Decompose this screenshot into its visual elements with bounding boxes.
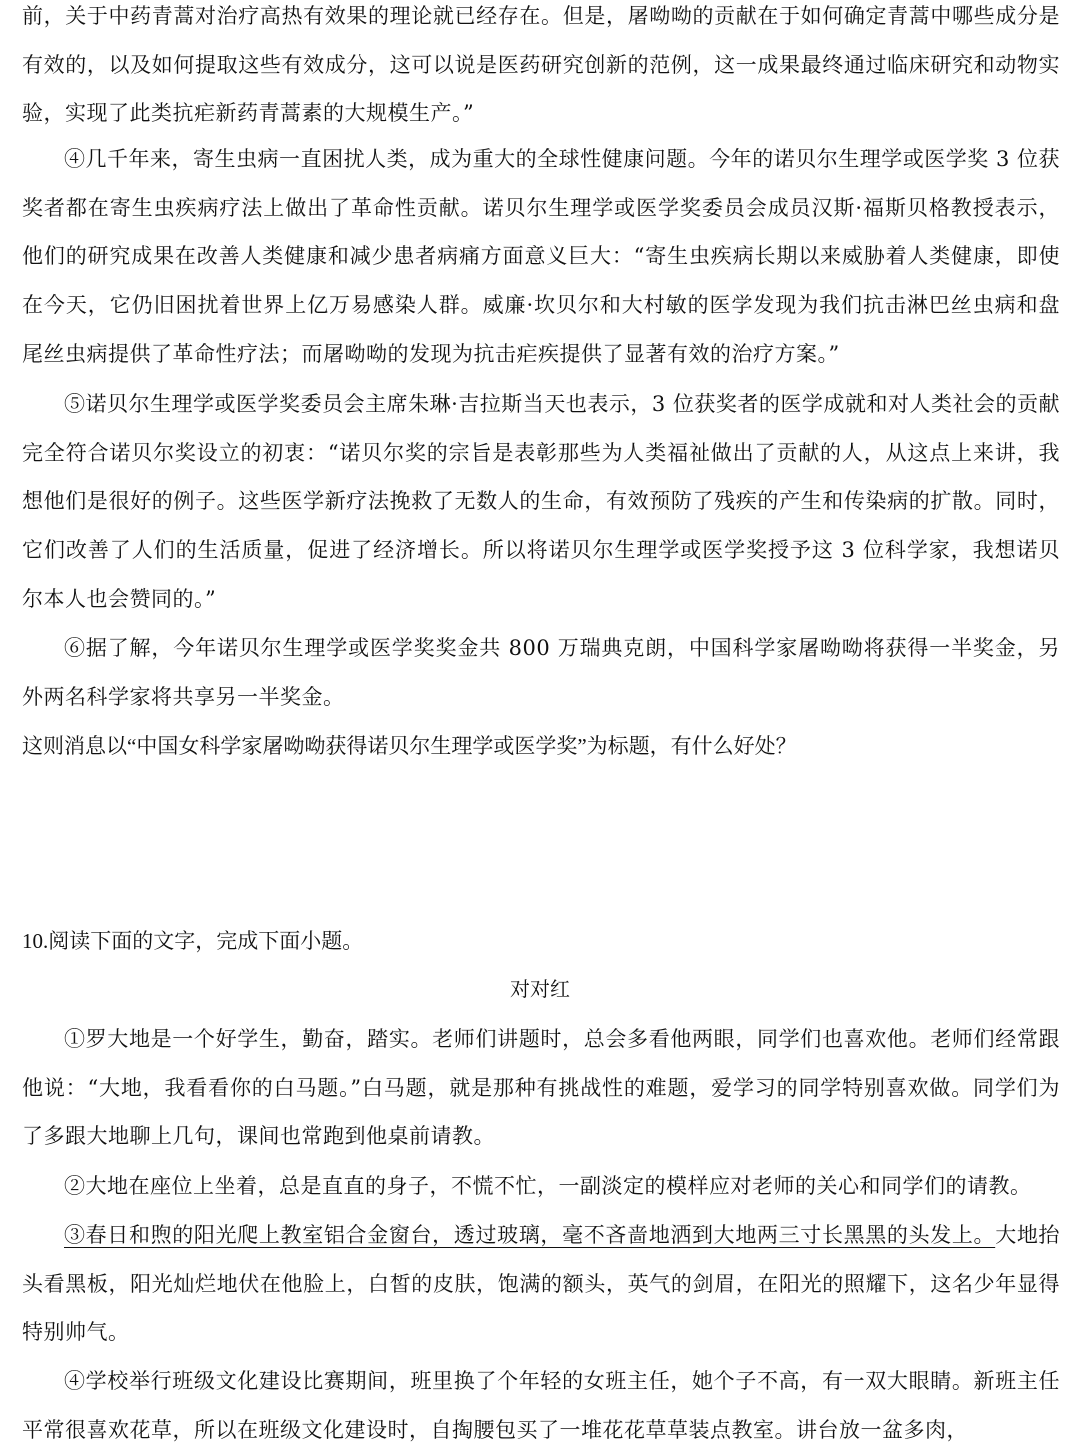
story-paragraph-4: ④学校举行班级文化建设比赛期间，班里换了个年轻的女班主任，她个子不高，有一双大眼睛。新班主任平常很喜欢花草，所以在班级文化建设时，自掏腰包买了一堆花花草草装点教室。讲台放一盆多肉，: [22, 1369, 1060, 1442]
article-paragraph-4: ④几千年来，寄生虫病一直困扰人类，成为重大的全球性健康问题。今年的诺贝尔生理学或医学奖 3 位获奖者都在寄生虫疾病疗法上做出了革命性贡献。诺贝尔生理学或医学奖委员会成员汉斯·福斯贝格教授表示，他们的研究成果在改善人类健康和减少患者病痛方面意义巨大：“寄生虫疾病长期以来威胁着人类健康，即使在今天，它仍旧困扰着世界上亿万易感染人群。威廉·坎贝尔和大村敏的医学发现为我们抗击淋巴丝虫病和盘尾丝虫病提供了革命性疗法；而屠呦呦的发现为抗击疟疾提供了显著有效的治疗方案。”: [22, 147, 1060, 366]
underlined-sentence: ③春日和煦的阳光爬上教室铝合金窗台，透过玻璃，毫不吝啬地洒到大地两三寸长黑黑的头发上。: [64, 1223, 996, 1247]
story-paragraph-1: ①罗大地是一个好学生，勤奋，踏实。老师们讲题时，总会多看他两眼，同学们也喜欢他。老师们经常跟他说：“大地，我看看你的白马题。”白马题，就是那种有挑战性的难题，爱学习的同学特别喜欢做。同学们为了多跟大地聊上几句，课间也常跑到他桌前请教。: [22, 1027, 1060, 1149]
article-paragraph-6: ⑥据了解，今年诺贝尔生理学或医学奖奖金共 800 万瑞典克朗，中国科学家屠呦呦将获得一半奖金，另外两名科学家将共享另一半奖金。: [22, 636, 1060, 709]
article-paragraph-3-tail: 前，关于中药青蒿对治疗高热有效果的理论就已经存在。但是，屠呦呦的贡献在于如何确定青蒿中哪些成分是有效的，以及如何提取这些有效成分，这可以说是医药研究创新的范例，这一成果最终通过临床研究和动物实验，实现了此类抗疟新药青蒿素的大规模生产。”: [22, 4, 1060, 126]
question-10-heading: 10.阅读下面的文字，完成下面小题。: [22, 929, 364, 953]
story-title: 对对红: [510, 979, 570, 1001]
question-text: 这则消息以“中国女科学家屠呦呦获得诺贝尔生理学或医学奖”为标题，有什么好处？: [22, 734, 797, 758]
article-paragraph-5: ⑤诺贝尔生理学或医学奖委员会主席朱琳·吉拉斯当天也表示，3 位获奖者的医学成就和对人类社会的贡献完全符合诺贝尔奖设立的初衷：“诺贝尔奖的宗旨是表彰那些为人类福祉做出了贡献的人，从这点上来讲，我想他们是很好的例子。这些医学新疗法挽救了无数人的生命，有效预防了残疾的产生和传染病的扩散。同时，它们改善了人们的生活质量，促进了经济增长。所以将诺贝尔生理学或医学奖授予这 3 位科学家，我想诺贝尔本人也会赞同的。”: [22, 392, 1060, 611]
story-paragraph-3-rest: 大地抬头看黑板，阳光灿烂地伏在他脸上，白皙的皮肤，饱满的额头，英气的剑眉，在阳光的照耀下，这名少年显得特别帅气。: [22, 1223, 1060, 1345]
story-paragraph-3: [22, 1211, 1060, 1357]
story-paragraph-2: ②大地在座位上坐着，总是直直的身子，不慌不忙，一副淡定的模样应对老师的关心和同学们的请教。: [64, 1174, 1032, 1198]
